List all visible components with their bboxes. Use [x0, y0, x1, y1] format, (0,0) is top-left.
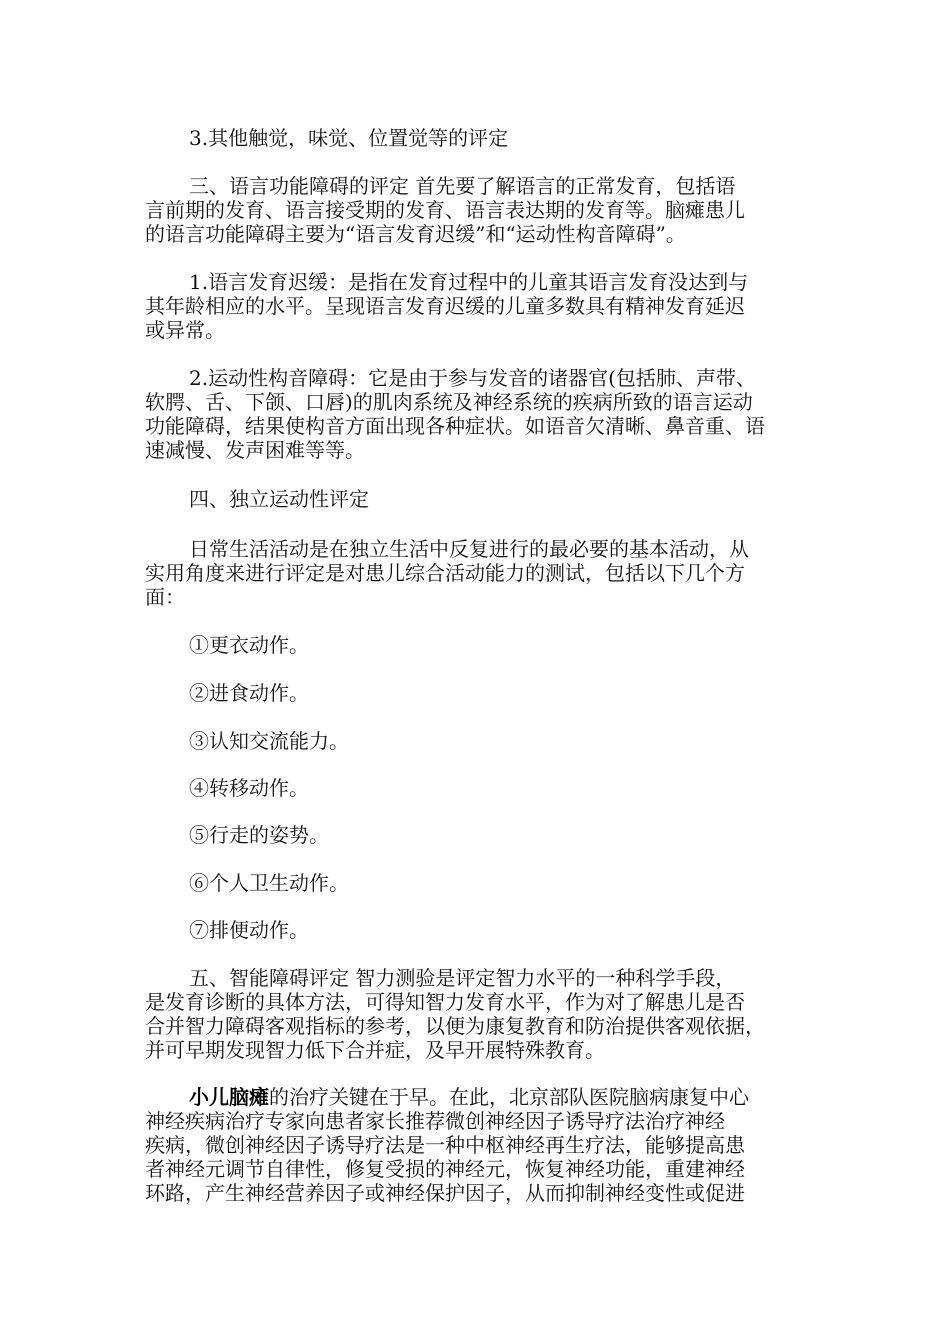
paragraph-tactile-other [145, 126, 815, 150]
text-line: 软腭、舌、下颌、口唇)的肌肉系统及神经系统的疾病所致的语言运动 [145, 390, 753, 414]
text-line: 其年龄相应的水平。呈现语言发育迟缓的儿童多数具有精神发育延迟 [145, 294, 745, 318]
text-line: 合并智力障碍客观指标的参考，以便为康复教育和防治提供客观依据， [145, 1014, 765, 1038]
text-line: 功能障碍，结果使构音方面出现各种症状。如语音欠清晰、鼻音重、语 [145, 414, 765, 438]
text-span: 的治疗关键在于早。在此，北京部队医院脑病康复中心 [269, 1085, 749, 1109]
keyword-link: 小儿脑瘫 [189, 1085, 269, 1109]
text-line: 面： [145, 585, 185, 609]
paragraph-language-delay [145, 270, 815, 342]
text-line: 或异常。 [145, 318, 225, 342]
section-heading-independent-motor [145, 487, 815, 511]
list-item-walking [145, 823, 815, 847]
text-line: 日常生活活动是在独立生活中反复进行的最必要的基本活动，从 [189, 537, 749, 561]
list-item-cognition [145, 729, 815, 753]
text-line: 疾病，微创神经因子诱导疗法是一种中枢神经再生疗法，能够提高患 [145, 1133, 745, 1157]
text-line: 者神经元调节自律性，修复受损的神经元，恢复神经功能，重建神经 [145, 1157, 745, 1181]
text-line: 四、独立运动性评定 [189, 487, 369, 511]
text-line: 三、语言功能障碍的评定 首先要了解语言的正常发育，包括语 [189, 174, 736, 198]
list-item-transfer [145, 776, 815, 800]
list-item-toileting [145, 918, 815, 942]
text-line: 2.运动性构音障碍：它是由于参与发音的诸器官(包括肺、声带、 [189, 366, 756, 390]
text-line: 言前期的发育、语言接受期的发育、语言表达期的发育等。脑瘫患儿 [145, 198, 745, 222]
text-line: 并可早期发现智力低下合并症，及早开展特殊教育。 [145, 1038, 605, 1062]
text-line: ⑤行走的姿势。 [189, 823, 329, 847]
list-item-eating [145, 681, 815, 705]
text-line: ④转移动作。 [189, 776, 309, 800]
text-line [145, 1085, 815, 1109]
paragraph-treatment [145, 1085, 815, 1205]
paragraph-daily-activities [145, 537, 815, 609]
text-line: 的语言功能障碍主要为“语言发育迟缓”和“运动性构音障碍”。 [145, 222, 686, 246]
text-line: 速减慢、发声困难等等。 [145, 438, 365, 462]
text-line: 是发育诊断的具体方法，可得知智力发育水平，作为对了解患儿是否 [145, 990, 745, 1014]
text-line: ⑥个人卫生动作。 [189, 871, 349, 895]
text-line: ①更衣动作。 [189, 633, 309, 657]
text-line: ②进食动作。 [189, 681, 309, 705]
text-line: 五、智能障碍评定 智力测验是评定智力水平的一种科学手段， [189, 966, 736, 990]
text-line: ③认知交流能力。 [189, 729, 349, 753]
paragraph-dysarthria [145, 366, 815, 462]
text-line: 实用角度来进行评定是对患儿综合活动能力的测试，包括以下几个方 [145, 561, 745, 585]
list-item-hygiene [145, 871, 815, 895]
paragraph-language-assessment [145, 174, 815, 246]
paragraph-intelligence-assessment [145, 966, 815, 1062]
text-line: ⑦排便动作。 [189, 918, 309, 942]
text-line: 3.其他触觉，味觉、位置觉等的评定 [189, 126, 509, 150]
text-line: 神经疾病治疗专家向患者家长推荐微创神经因子诱导疗法治疗神经 [145, 1109, 725, 1133]
text-line: 1.语言发育迟缓：是指在发育过程中的儿童其语言发育没达到与 [189, 270, 749, 294]
text-line: 环路，产生神经营养因子或神经保护因子，从而抑制神经变性或促进 [145, 1181, 745, 1205]
list-item-dressing [145, 633, 815, 657]
